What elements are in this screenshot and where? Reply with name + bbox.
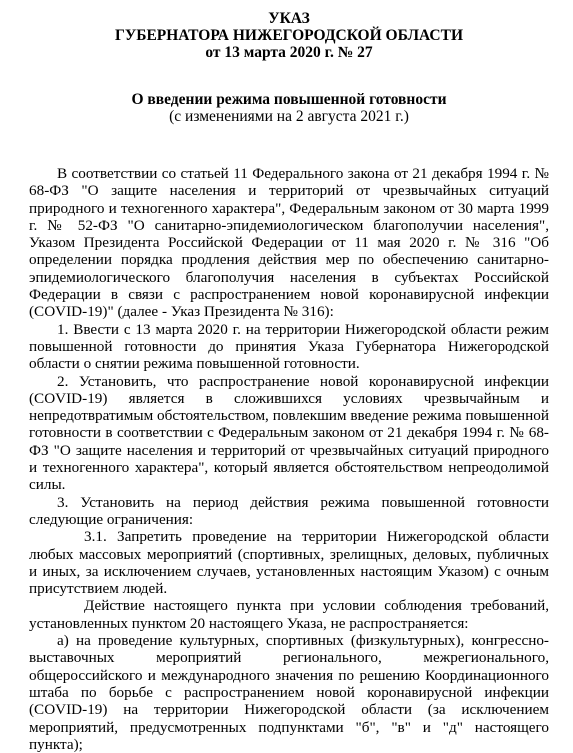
paragraph-item-2: 2. Установить, что распространение новой коронавирусной инфекции (COVID-19) является в сложившихся условиях чрезвычайным и непредотвратимым обстоятельством, повлекшим введение режима повышенной готовности в соответствии с Федеральным законом от 21 декабря 1994 г. № 68-ФЗ "О защите населения и территорий от чрезвычайных ситуаций природного и техногенного характера", который является обстоятельством непреодолимой силы. <box>29 372 549 494</box>
doc-date-number: от 13 марта 2020 г. № 27 <box>205 44 373 61</box>
document-title: О введении режима повышенной готовности <box>131 91 447 108</box>
paragraph-item-3-1: 3.1. Запретить проведение на территории Нижегородской области любых массовых мероприятий (спортивных, зрелищных, деловых, публичных и иных, за исключением случаев, установленных настоящим Указом) с очным присутствием людей. <box>29 528 549 598</box>
paragraph-exceptions-intro: Действие настоящего пункта при условии соблюдения требований, установленных пунктом 20 настоящего Указа, не распространяется: <box>29 597 549 632</box>
document-title-block <box>29 91 549 125</box>
document-header <box>29 10 549 61</box>
doc-issuer: ГУБЕРНАТОРА НИЖЕГОРОДСКОЙ ОБЛАСТИ <box>114 27 464 44</box>
document-amendments: (с изменениями на 2 августа 2021 г.) <box>169 108 409 125</box>
paragraph-exception-a: а) на проведение культурных, спортивных (физкультурных), конгрессно-выставочных мероприятий регионального, межрегионального, общероссийского и международного значения по решению Координационного штаба по борьбе с распространением новой коронавирусной инфекции (COVID-19) на территории Нижегородской области (за исключением мероприятий, предусмотренных подпунктами "б", "в" и "д" настоящего пункта); <box>29 632 549 753</box>
paragraph-item-1: 1. Ввести с 13 марта 2020 г. на территории Нижегородской области режим повышенной готовности до принятия Указа Губернатора Нижегородской области о снятии режима повышенной готовности. <box>29 320 549 373</box>
document-body <box>29 165 549 753</box>
paragraph-item-3: 3. Установить на период действия режима повышенной готовности следующие ограничения: <box>29 493 549 528</box>
paragraph-preamble: В соответствии со статьей 11 Федерального закона от 21 декабря 1994 г. № 68-ФЗ "О защите населения и территорий от чрезвычайных ситуаций природного и техногенного характера", Федеральным законом от 30 марта 1999 г. № 52-ФЗ "О санитарно-эпидемиологическом благополучии населения", Указом Президента Российской Федерации от 11 мая 2020 г. № 316 "Об определении порядка продления действия мер по обеспечению санитарно-эпидемиологического благополучия населения в субъектах Российской Федерации в связи с распространением новой коронавирусной инфекции (COVID-19)" (далее - Указ Президента № 316): <box>29 165 549 321</box>
doc-type: УКАЗ <box>268 10 310 27</box>
